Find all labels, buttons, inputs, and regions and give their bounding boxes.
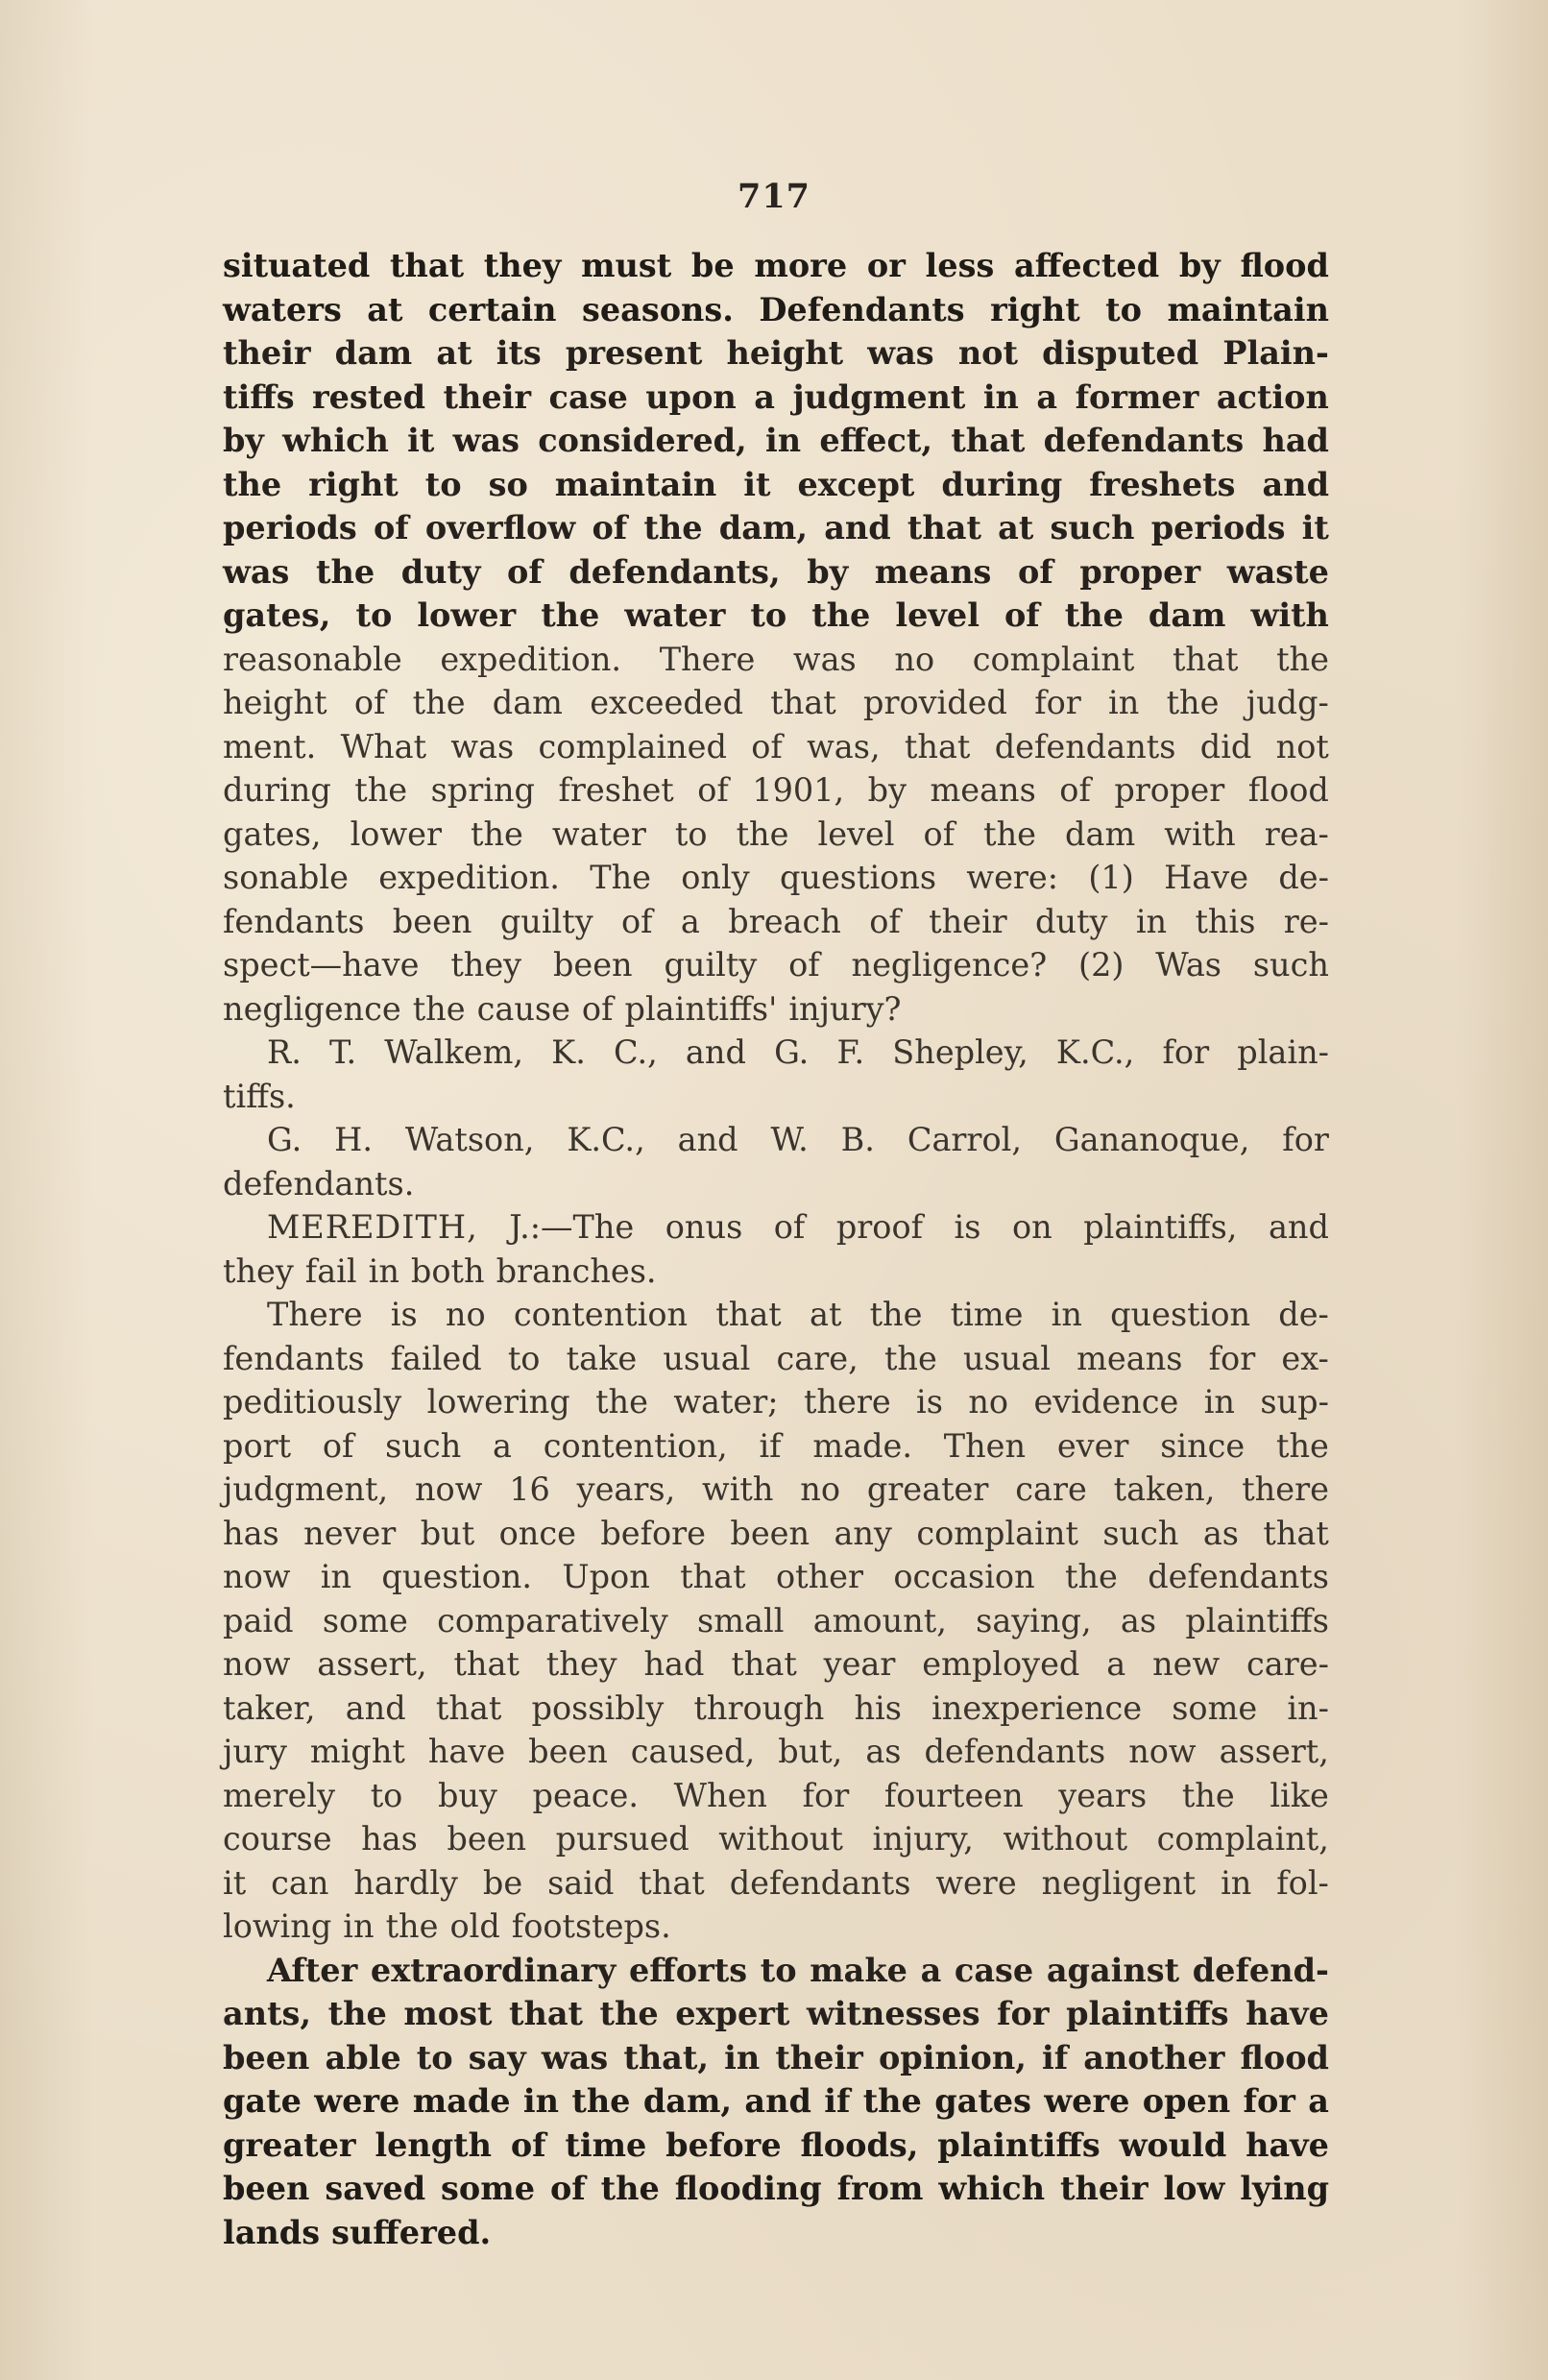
text-line: jury might have been caused, but, as defendants now assert, [223, 1733, 1329, 1770]
text-line: been able to say was that, in their opinion, if another flood [223, 2038, 1329, 2076]
text-line: defendants. [223, 1164, 415, 1202]
body-text [223, 244, 1329, 2254]
text-line: ants, the most that the expert witnesses for plaintiffs have [223, 1995, 1329, 2032]
text-line: been saved some of the flooding from which their low lying [223, 2170, 1329, 2207]
text-line: the right to so maintain it except during freshets and [223, 465, 1329, 503]
text-line: MEREDITH, J.:—The onus of proof is on plaintiffs, and [267, 1208, 1329, 1246]
text-line: judgment, now 16 years, with no greater care taken, there [223, 1470, 1329, 1508]
text-line: gates, to lower the water to the level of the dam with [223, 596, 1329, 634]
text-line: fendants been guilty of a breach of their duty in this re- [223, 902, 1329, 940]
text-line: R. T. Walkem, K. C., and G. F. Shepley, K.C., for plain- [267, 1033, 1329, 1071]
text-line: height of the dam exceeded that provided for in the judg- [223, 684, 1329, 721]
text-line: course has been pursued without injury, without complaint, [223, 1820, 1329, 1858]
text-line: ment. What was complained of was, that defendants did not [223, 727, 1329, 765]
text-line: gate were made in the dam, and if the gates were open for a [223, 2082, 1329, 2120]
text-line: they fail in both branches. [223, 1251, 657, 1290]
text-line: peditiously lowering the water; there is no evidence in sup- [223, 1383, 1329, 1421]
text-line: reasonable expedition. There was no complaint that the [223, 640, 1329, 678]
text-line: After extraordinary efforts to make a case against defend- [267, 1951, 1329, 1989]
text-line: There is no contention that at the time in question de- [267, 1296, 1329, 1333]
text-line: tiffs. [223, 1077, 296, 1115]
text-line: gates, lower the water to the level of the dam with rea- [223, 814, 1329, 853]
text-line: waters at certain seasons. Defendants right to maintain [223, 290, 1329, 328]
text-line: situated that they must be more or less affected by flood [223, 247, 1329, 284]
text-line: it can hardly be said that defendants were negligent in fol- [223, 1863, 1329, 1902]
text-line: taker, and that possibly through his inexperience some in- [223, 1688, 1329, 1727]
text-line: tiffs rested their case upon a judgment in a former action [223, 377, 1329, 416]
page-number: 717 [737, 177, 811, 216]
text-line: port of such a contention, if made. Then ever since the [223, 1426, 1329, 1465]
text-line: merely to buy peace. When for fourteen years the like [223, 1776, 1329, 1814]
text-line: fendants failed to take usual care, the usual means for ex- [223, 1339, 1329, 1377]
text-line: sonable expedition. The only questions were: (1) Have de- [223, 859, 1329, 896]
text-line: paid some comparatively small amount, saying, as plaintiffs [223, 1601, 1329, 1639]
text-line: spect—have they been guilty of negligence? (2) Was such [223, 946, 1329, 984]
text-line: now in question. Upon that other occasion the defendants [223, 1558, 1329, 1595]
text-line: greater length of time before floods, plaintiffs would have [223, 2125, 1329, 2164]
text-line: by which it was considered, in effect, that defendants had [223, 422, 1329, 459]
text-line: has never but once before been any complaint such as that [223, 1514, 1329, 1552]
text-line: periods of overflow of the dam, and that at such periods it [223, 509, 1329, 546]
text-line: was the duty of defendants, by means of proper waste [223, 552, 1329, 591]
text-line: negligence the cause of plaintiffs' injury? [223, 989, 902, 1028]
text-line: lowing in the old footsteps. [223, 1907, 671, 1945]
text-line: lands suffered. [223, 2213, 492, 2251]
text-line: G. H. Watson, K.C., and W. B. Carrol, Gananoque, for [267, 1121, 1329, 1158]
text-line: their dam at its present height was not disputed Plain- [223, 334, 1329, 372]
text-line: during the spring freshet of 1901, by means of proper flood [223, 771, 1329, 809]
text-line: now assert, that they had that year employed a new care- [223, 1645, 1329, 1683]
